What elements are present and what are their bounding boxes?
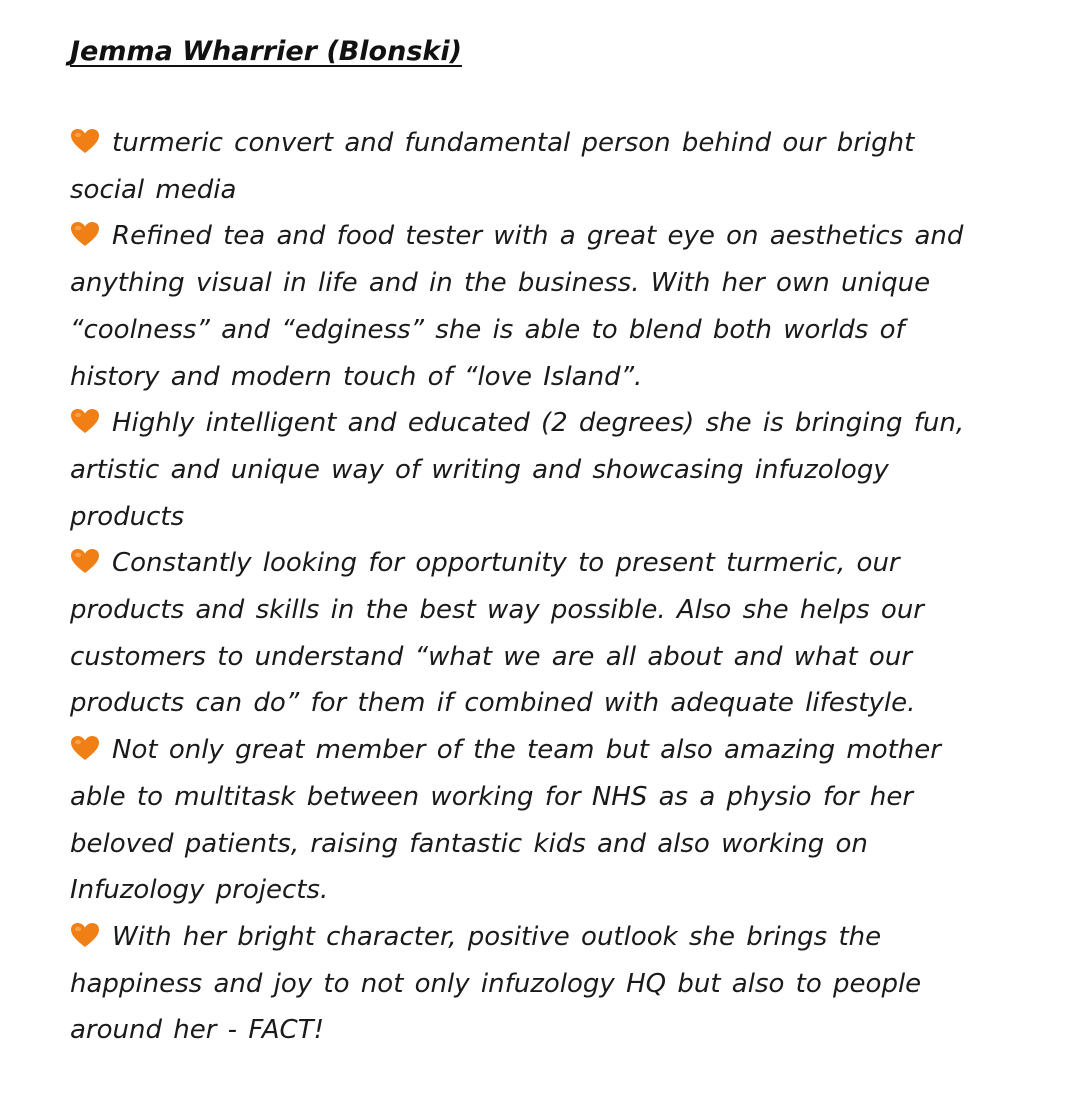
bullet-line: able to multitask between working for NHS as a physio for her <box>70 781 914 812</box>
orange-heart-icon <box>70 221 100 247</box>
bullet-item <box>70 213 1060 400</box>
bullet-line: artistic and unique way of writing and showcasing infuzology <box>70 454 889 485</box>
bullet-line: Refined tea and food tester with a great eye on aesthetics and <box>112 221 964 252</box>
bullet-line: Infuzology projects. <box>70 875 329 906</box>
page-title: Jemma Wharrier (Blonski) <box>70 36 462 67</box>
bullet-line: beloved patients, raising fantastic kids and also working on <box>70 828 868 859</box>
bullet-line: products <box>70 501 185 532</box>
bullet-line: anything visual in life and in the business. With her own unique <box>70 268 931 299</box>
bullet-list <box>70 120 1060 1054</box>
bullet-line: products can do” for them if combined with adequate lifestyle. <box>70 688 916 719</box>
bullet-line: turmeric convert and fundamental person behind our bright <box>112 128 915 158</box>
bullet-item <box>70 400 1060 540</box>
bullet-line: products and skills in the best way possible. Also she helps our <box>70 595 924 626</box>
bullet-item <box>70 727 1060 914</box>
bullet-line: Highly intelligent and educated (2 degrees) she is bringing fun, <box>112 408 965 439</box>
bullet-item <box>70 914 1060 1054</box>
bullet-line: “coolness” and “edginess” she is able to blend both worlds of <box>70 314 905 345</box>
bullet-line: happiness and joy to not only infuzology HQ but also to people <box>70 968 922 999</box>
bullet-line: history and modern touch of “love Island”. <box>70 361 643 392</box>
bullet-line: social media <box>70 174 237 205</box>
bullet-line: With her bright character, positive outlook she brings the <box>112 921 882 952</box>
orange-heart-icon <box>70 548 100 574</box>
orange-heart-icon <box>70 128 100 154</box>
bullet-line: customers to understand “what we are all about and what our <box>70 641 913 672</box>
bullet-item <box>70 120 1060 213</box>
bullet-item <box>70 540 1060 727</box>
orange-heart-icon <box>70 408 100 434</box>
bullet-line: around her - FACT! <box>70 1015 325 1046</box>
orange-heart-icon <box>70 922 100 948</box>
bullet-line: Not only great member of the team but also amazing mother <box>112 735 941 766</box>
orange-heart-icon <box>70 735 100 761</box>
bullet-line: Constantly looking for opportunity to present turmeric, our <box>112 548 900 579</box>
